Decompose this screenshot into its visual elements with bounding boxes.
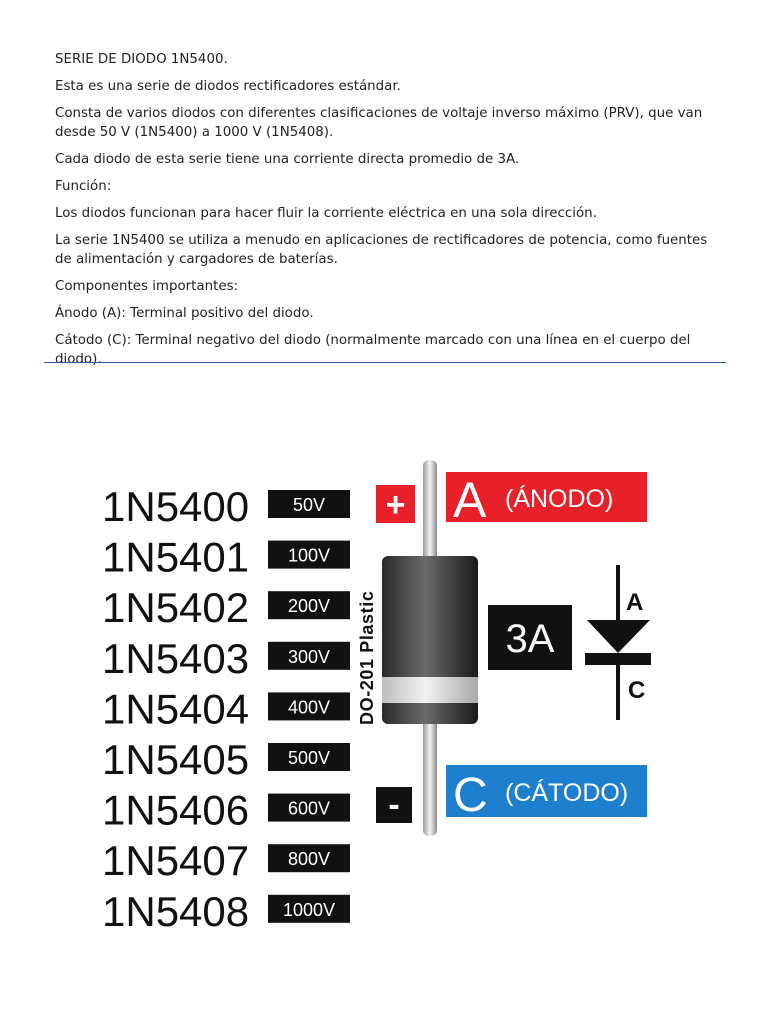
doc-heading: SERIE DE DIODO 1N5400. [55,52,228,67]
cathode-word: (CÁTODO) [505,779,629,807]
part-number: 1N5402 [102,584,250,632]
symbol-cathode-label: C [628,677,646,704]
voltage-rating: 300V [287,646,331,667]
part-number: 1N5408 [102,887,250,935]
plus-sign: + [385,486,406,524]
voltage-rating: 500V [287,748,331,768]
current-rating: 3A [505,617,555,661]
horizontal-rule [44,362,726,363]
doc-paragraph: Cada diodo de esta serie tiene una corriente directa promedio de 3A. [55,152,520,167]
voltage-rating: 100V [287,545,331,566]
voltage-rating: 1000V [282,899,336,920]
doc-paragraph: Ánodo (A): Terminal positivo del diodo. [55,306,314,321]
part-number: 1N5406 [102,786,250,834]
doc-subheading-function: Función: [55,179,112,194]
cathode-letter: C [453,769,488,822]
minus-sign: - [388,786,400,824]
part-number: 1N5401 [102,533,250,581]
part-number: 1N5403 [102,634,250,682]
doc-paragraph: Cátodo (C): Terminal negativo del diodo (normalmente marcado con una línea en el cuerpo del diodo). [55,333,691,367]
doc-paragraph: Consta de varios diodos con diferentes clasificaciones de voltaje inverso máximo (PRV), que van desde 50 V (1N5400) a 1000 V (1N5408). [55,106,703,140]
doc-paragraph: La serie 1N5400 se utiliza a menudo en aplicaciones de rectificadores de potencia, como fuentes de alimentación y cargadores de baterías. [55,233,708,267]
package-label: DO-201 Plastic [357,590,377,725]
diode-figure [0,455,768,935]
anode-word: (ÁNODO) [505,485,614,513]
voltage-rating: 600V [287,798,331,819]
doc-paragraph: Esta es una serie de diodos rectificadores estándar. [55,79,401,94]
diode-diagram [0,455,768,935]
anode-letter: A [453,472,487,528]
voltage-rating: 800V [287,849,331,870]
voltage-rating: 400V [287,697,331,718]
part-number: 1N5400 [102,483,250,530]
cathode-band [382,677,478,703]
doc-subheading-components: Componentes importantes: [55,279,239,294]
doc-paragraph: Los diodos funcionan para hacer fluir la corriente eléctrica en una sola dirección. [55,206,597,221]
part-number: 1N5407 [102,837,250,885]
document-text [55,50,725,377]
symbol-anode-label: A [626,589,644,616]
voltage-rating: 200V [287,596,331,617]
voltage-rating: 50V [292,495,326,515]
part-number: 1N5404 [102,685,250,733]
part-number: 1N5405 [102,736,250,783]
